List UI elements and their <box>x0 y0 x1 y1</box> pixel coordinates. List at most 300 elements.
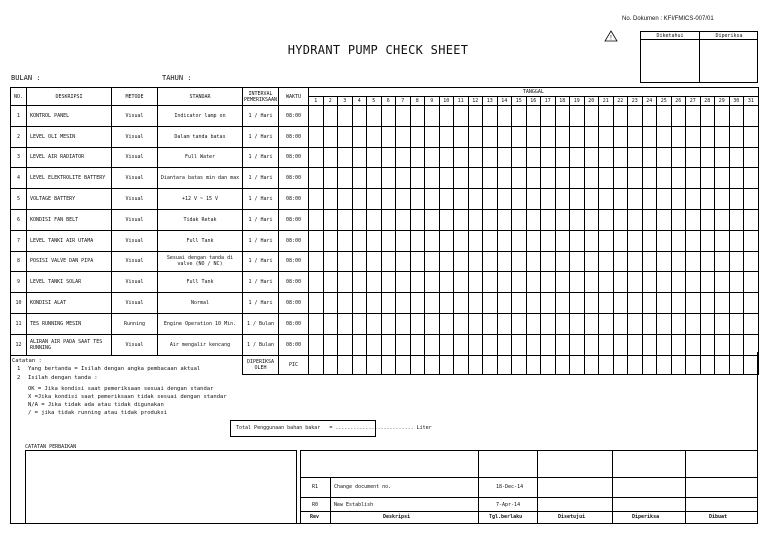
check-cell[interactable] <box>454 168 469 189</box>
check-cell[interactable] <box>512 313 527 334</box>
check-cell[interactable] <box>483 209 498 230</box>
check-cell[interactable] <box>686 293 701 314</box>
check-cell[interactable] <box>439 230 454 251</box>
check-cell[interactable] <box>599 251 614 272</box>
check-cell[interactable] <box>700 189 715 210</box>
check-cell[interactable] <box>512 272 527 293</box>
check-cell[interactable] <box>338 147 353 168</box>
check-cell[interactable] <box>381 313 396 334</box>
check-cell[interactable] <box>439 147 454 168</box>
check-cell[interactable] <box>613 189 628 210</box>
check-cell[interactable] <box>454 126 469 147</box>
check-cell[interactable] <box>744 147 759 168</box>
check-cell[interactable] <box>483 313 498 334</box>
check-cell[interactable] <box>671 168 686 189</box>
check-cell[interactable] <box>468 293 483 314</box>
check-cell[interactable] <box>642 251 657 272</box>
check-cell[interactable] <box>729 168 744 189</box>
check-cell[interactable] <box>468 313 483 334</box>
check-cell[interactable] <box>396 106 411 127</box>
check-cell[interactable] <box>613 168 628 189</box>
check-cell[interactable] <box>352 313 367 334</box>
check-cell[interactable] <box>483 293 498 314</box>
check-cell[interactable] <box>700 209 715 230</box>
check-cell[interactable] <box>439 272 454 293</box>
check-cell[interactable] <box>729 251 744 272</box>
check-cell[interactable] <box>541 230 556 251</box>
check-cell[interactable] <box>425 272 440 293</box>
check-cell[interactable] <box>425 313 440 334</box>
check-cell[interactable] <box>671 209 686 230</box>
check-cell[interactable] <box>367 313 382 334</box>
check-cell[interactable] <box>497 230 512 251</box>
check-cell[interactable] <box>541 147 556 168</box>
check-cell[interactable] <box>454 209 469 230</box>
check-cell[interactable] <box>309 168 324 189</box>
check-cell[interactable] <box>410 272 425 293</box>
check-cell[interactable] <box>555 209 570 230</box>
check-cell[interactable] <box>367 251 382 272</box>
check-cell[interactable] <box>512 293 527 314</box>
check-cell[interactable] <box>715 209 730 230</box>
check-cell[interactable] <box>309 230 324 251</box>
check-cell[interactable] <box>425 168 440 189</box>
check-cell[interactable] <box>744 209 759 230</box>
check-cell[interactable] <box>526 106 541 127</box>
check-cell[interactable] <box>599 106 614 127</box>
check-cell[interactable] <box>439 106 454 127</box>
check-cell[interactable] <box>323 251 338 272</box>
check-cell[interactable] <box>396 126 411 147</box>
check-cell[interactable] <box>483 106 498 127</box>
check-cell[interactable] <box>309 147 324 168</box>
check-cell[interactable] <box>526 251 541 272</box>
check-cell[interactable] <box>744 126 759 147</box>
check-cell[interactable] <box>381 251 396 272</box>
check-cell[interactable] <box>323 209 338 230</box>
check-cell[interactable] <box>352 106 367 127</box>
check-cell[interactable] <box>396 168 411 189</box>
check-cell[interactable] <box>483 230 498 251</box>
check-cell[interactable] <box>512 126 527 147</box>
check-cell[interactable] <box>323 168 338 189</box>
check-cell[interactable] <box>642 209 657 230</box>
check-cell[interactable] <box>700 106 715 127</box>
check-cell[interactable] <box>483 251 498 272</box>
check-cell[interactable] <box>715 126 730 147</box>
check-cell[interactable] <box>584 106 599 127</box>
check-cell[interactable] <box>584 293 599 314</box>
check-cell[interactable] <box>396 251 411 272</box>
check-cell[interactable] <box>512 189 527 210</box>
check-cell[interactable] <box>744 230 759 251</box>
check-cell[interactable] <box>642 106 657 127</box>
check-cell[interactable] <box>642 272 657 293</box>
check-cell[interactable] <box>468 106 483 127</box>
check-cell[interactable] <box>744 313 759 334</box>
check-cell[interactable] <box>367 189 382 210</box>
check-cell[interactable] <box>396 293 411 314</box>
check-cell[interactable] <box>700 168 715 189</box>
check-cell[interactable] <box>555 168 570 189</box>
check-cell[interactable] <box>526 126 541 147</box>
check-cell[interactable] <box>657 168 672 189</box>
check-cell[interactable] <box>309 313 324 334</box>
check-cell[interactable] <box>613 106 628 127</box>
check-cell[interactable] <box>729 230 744 251</box>
check-cell[interactable] <box>729 209 744 230</box>
check-cell[interactable] <box>396 189 411 210</box>
check-cell[interactable] <box>613 230 628 251</box>
check-cell[interactable] <box>497 251 512 272</box>
check-cell[interactable] <box>367 293 382 314</box>
check-cell[interactable] <box>686 209 701 230</box>
check-cell[interactable] <box>686 251 701 272</box>
check-cell[interactable] <box>599 189 614 210</box>
check-cell[interactable] <box>599 209 614 230</box>
check-cell[interactable] <box>497 209 512 230</box>
check-cell[interactable] <box>396 147 411 168</box>
check-cell[interactable] <box>454 313 469 334</box>
check-cell[interactable] <box>628 126 643 147</box>
check-cell[interactable] <box>570 126 585 147</box>
check-cell[interactable] <box>410 251 425 272</box>
check-cell[interactable] <box>454 272 469 293</box>
check-cell[interactable] <box>367 147 382 168</box>
check-cell[interactable] <box>657 189 672 210</box>
check-cell[interactable] <box>570 168 585 189</box>
check-cell[interactable] <box>483 272 498 293</box>
check-cell[interactable] <box>599 272 614 293</box>
check-cell[interactable] <box>700 313 715 334</box>
check-cell[interactable] <box>744 272 759 293</box>
check-cell[interactable] <box>744 293 759 314</box>
check-cell[interactable] <box>584 209 599 230</box>
check-cell[interactable] <box>497 147 512 168</box>
check-cell[interactable] <box>439 189 454 210</box>
check-cell[interactable] <box>657 251 672 272</box>
check-cell[interactable] <box>642 230 657 251</box>
check-cell[interactable] <box>512 168 527 189</box>
check-cell[interactable] <box>628 251 643 272</box>
check-cell[interactable] <box>541 209 556 230</box>
check-cell[interactable] <box>570 147 585 168</box>
check-cell[interactable] <box>512 147 527 168</box>
check-cell[interactable] <box>352 209 367 230</box>
check-cell[interactable] <box>570 189 585 210</box>
check-cell[interactable] <box>526 189 541 210</box>
check-cell[interactable] <box>309 126 324 147</box>
check-cell[interactable] <box>671 251 686 272</box>
check-cell[interactable] <box>628 293 643 314</box>
check-cell[interactable] <box>309 209 324 230</box>
check-cell[interactable] <box>352 251 367 272</box>
check-cell[interactable] <box>367 272 382 293</box>
check-cell[interactable] <box>439 293 454 314</box>
check-cell[interactable] <box>715 313 730 334</box>
check-cell[interactable] <box>729 272 744 293</box>
check-cell[interactable] <box>613 126 628 147</box>
check-cell[interactable] <box>671 293 686 314</box>
check-cell[interactable] <box>323 293 338 314</box>
check-cell[interactable] <box>323 126 338 147</box>
check-cell[interactable] <box>439 251 454 272</box>
check-cell[interactable] <box>642 189 657 210</box>
check-cell[interactable] <box>599 126 614 147</box>
check-cell[interactable] <box>526 147 541 168</box>
check-cell[interactable] <box>338 168 353 189</box>
check-cell[interactable] <box>497 106 512 127</box>
check-cell[interactable] <box>396 272 411 293</box>
check-cell[interactable] <box>367 168 382 189</box>
check-cell[interactable] <box>468 126 483 147</box>
check-cell[interactable] <box>715 189 730 210</box>
check-cell[interactable] <box>628 189 643 210</box>
check-cell[interactable] <box>541 106 556 127</box>
check-cell[interactable] <box>686 147 701 168</box>
check-cell[interactable] <box>323 230 338 251</box>
check-cell[interactable] <box>439 168 454 189</box>
check-cell[interactable] <box>526 313 541 334</box>
check-cell[interactable] <box>454 147 469 168</box>
check-cell[interactable] <box>686 189 701 210</box>
check-cell[interactable] <box>729 189 744 210</box>
check-cell[interactable] <box>628 106 643 127</box>
check-cell[interactable] <box>483 126 498 147</box>
check-cell[interactable] <box>454 230 469 251</box>
check-cell[interactable] <box>352 189 367 210</box>
check-cell[interactable] <box>439 313 454 334</box>
check-cell[interactable] <box>671 313 686 334</box>
check-cell[interactable] <box>657 230 672 251</box>
check-cell[interactable] <box>613 251 628 272</box>
check-cell[interactable] <box>570 106 585 127</box>
check-cell[interactable] <box>584 272 599 293</box>
check-cell[interactable] <box>744 189 759 210</box>
check-cell[interactable] <box>628 147 643 168</box>
check-cell[interactable] <box>338 313 353 334</box>
check-cell[interactable] <box>439 126 454 147</box>
check-cell[interactable] <box>323 106 338 127</box>
check-cell[interactable] <box>410 209 425 230</box>
check-cell[interactable] <box>613 209 628 230</box>
check-cell[interactable] <box>410 126 425 147</box>
check-cell[interactable] <box>541 126 556 147</box>
check-cell[interactable] <box>555 251 570 272</box>
check-cell[interactable] <box>715 272 730 293</box>
check-cell[interactable] <box>410 189 425 210</box>
check-cell[interactable] <box>700 147 715 168</box>
check-cell[interactable] <box>570 313 585 334</box>
check-cell[interactable] <box>686 272 701 293</box>
check-cell[interactable] <box>338 230 353 251</box>
check-cell[interactable] <box>657 293 672 314</box>
check-cell[interactable] <box>338 293 353 314</box>
check-cell[interactable] <box>657 147 672 168</box>
check-cell[interactable] <box>468 230 483 251</box>
check-cell[interactable] <box>425 126 440 147</box>
check-cell[interactable] <box>425 230 440 251</box>
check-cell[interactable] <box>628 230 643 251</box>
check-cell[interactable] <box>338 106 353 127</box>
check-cell[interactable] <box>555 147 570 168</box>
check-cell[interactable] <box>700 293 715 314</box>
check-cell[interactable] <box>613 293 628 314</box>
check-cell[interactable] <box>425 106 440 127</box>
check-cell[interactable] <box>700 251 715 272</box>
check-cell[interactable] <box>352 147 367 168</box>
check-cell[interactable] <box>599 313 614 334</box>
check-cell[interactable] <box>309 251 324 272</box>
check-cell[interactable] <box>512 230 527 251</box>
check-cell[interactable] <box>584 126 599 147</box>
check-cell[interactable] <box>715 251 730 272</box>
check-cell[interactable] <box>686 126 701 147</box>
check-cell[interactable] <box>715 168 730 189</box>
check-cell[interactable] <box>381 230 396 251</box>
check-cell[interactable] <box>439 209 454 230</box>
check-cell[interactable] <box>671 126 686 147</box>
check-cell[interactable] <box>671 189 686 210</box>
check-cell[interactable] <box>483 168 498 189</box>
check-cell[interactable] <box>526 293 541 314</box>
check-cell[interactable] <box>584 147 599 168</box>
check-cell[interactable] <box>526 209 541 230</box>
check-cell[interactable] <box>323 147 338 168</box>
check-cell[interactable] <box>367 106 382 127</box>
check-cell[interactable] <box>541 313 556 334</box>
check-cell[interactable] <box>410 313 425 334</box>
check-cell[interactable] <box>483 189 498 210</box>
check-cell[interactable] <box>744 251 759 272</box>
check-cell[interactable] <box>425 147 440 168</box>
check-cell[interactable] <box>642 147 657 168</box>
check-cell[interactable] <box>671 147 686 168</box>
check-cell[interactable] <box>410 147 425 168</box>
check-cell[interactable] <box>381 272 396 293</box>
check-cell[interactable] <box>454 106 469 127</box>
check-cell[interactable] <box>657 126 672 147</box>
check-cell[interactable] <box>396 313 411 334</box>
check-cell[interactable] <box>381 126 396 147</box>
check-cell[interactable] <box>381 147 396 168</box>
check-cell[interactable] <box>642 293 657 314</box>
check-cell[interactable] <box>381 293 396 314</box>
check-cell[interactable] <box>628 209 643 230</box>
check-cell[interactable] <box>309 189 324 210</box>
check-cell[interactable] <box>309 106 324 127</box>
check-cell[interactable] <box>599 293 614 314</box>
check-cell[interactable] <box>541 168 556 189</box>
check-cell[interactable] <box>468 251 483 272</box>
check-cell[interactable] <box>715 293 730 314</box>
check-cell[interactable] <box>541 189 556 210</box>
check-cell[interactable] <box>642 168 657 189</box>
check-cell[interactable] <box>526 230 541 251</box>
check-cell[interactable] <box>599 168 614 189</box>
check-cell[interactable] <box>613 313 628 334</box>
check-cell[interactable] <box>338 189 353 210</box>
check-cell[interactable] <box>497 126 512 147</box>
check-cell[interactable] <box>657 313 672 334</box>
check-cell[interactable] <box>570 209 585 230</box>
check-cell[interactable] <box>338 251 353 272</box>
check-cell[interactable] <box>744 168 759 189</box>
check-cell[interactable] <box>541 251 556 272</box>
check-cell[interactable] <box>555 293 570 314</box>
check-cell[interactable] <box>396 230 411 251</box>
check-cell[interactable] <box>410 168 425 189</box>
check-cell[interactable] <box>323 189 338 210</box>
check-cell[interactable] <box>541 293 556 314</box>
check-cell[interactable] <box>657 272 672 293</box>
check-cell[interactable] <box>410 106 425 127</box>
check-cell[interactable] <box>628 313 643 334</box>
check-cell[interactable] <box>381 209 396 230</box>
check-cell[interactable] <box>483 147 498 168</box>
check-cell[interactable] <box>352 272 367 293</box>
check-cell[interactable] <box>657 106 672 127</box>
check-cell[interactable] <box>584 230 599 251</box>
check-cell[interactable] <box>454 189 469 210</box>
check-cell[interactable] <box>323 272 338 293</box>
check-cell[interactable] <box>570 272 585 293</box>
check-cell[interactable] <box>715 147 730 168</box>
check-cell[interactable] <box>352 126 367 147</box>
check-cell[interactable] <box>671 272 686 293</box>
check-cell[interactable] <box>512 106 527 127</box>
check-cell[interactable] <box>410 293 425 314</box>
check-cell[interactable] <box>323 313 338 334</box>
check-cell[interactable] <box>497 293 512 314</box>
check-cell[interactable] <box>599 230 614 251</box>
check-cell[interactable] <box>497 272 512 293</box>
check-cell[interactable] <box>352 230 367 251</box>
check-cell[interactable] <box>570 293 585 314</box>
check-cell[interactable] <box>497 189 512 210</box>
check-cell[interactable] <box>497 313 512 334</box>
check-cell[interactable] <box>584 313 599 334</box>
check-cell[interactable] <box>367 230 382 251</box>
check-cell[interactable] <box>628 272 643 293</box>
check-cell[interactable] <box>367 126 382 147</box>
check-cell[interactable] <box>468 272 483 293</box>
check-cell[interactable] <box>555 230 570 251</box>
check-cell[interactable] <box>526 168 541 189</box>
check-cell[interactable] <box>555 106 570 127</box>
check-cell[interactable] <box>729 126 744 147</box>
check-cell[interactable] <box>584 251 599 272</box>
check-cell[interactable] <box>555 313 570 334</box>
check-cell[interactable] <box>744 106 759 127</box>
check-cell[interactable] <box>425 209 440 230</box>
check-cell[interactable] <box>425 251 440 272</box>
check-cell[interactable] <box>309 293 324 314</box>
check-cell[interactable] <box>729 147 744 168</box>
check-cell[interactable] <box>338 126 353 147</box>
check-cell[interactable] <box>686 168 701 189</box>
check-cell[interactable] <box>686 106 701 127</box>
check-cell[interactable] <box>555 126 570 147</box>
check-cell[interactable] <box>686 230 701 251</box>
check-cell[interactable] <box>410 230 425 251</box>
check-cell[interactable] <box>425 189 440 210</box>
check-cell[interactable] <box>671 230 686 251</box>
check-cell[interactable] <box>497 168 512 189</box>
check-cell[interactable] <box>700 272 715 293</box>
check-cell[interactable] <box>642 126 657 147</box>
check-cell[interactable] <box>512 209 527 230</box>
